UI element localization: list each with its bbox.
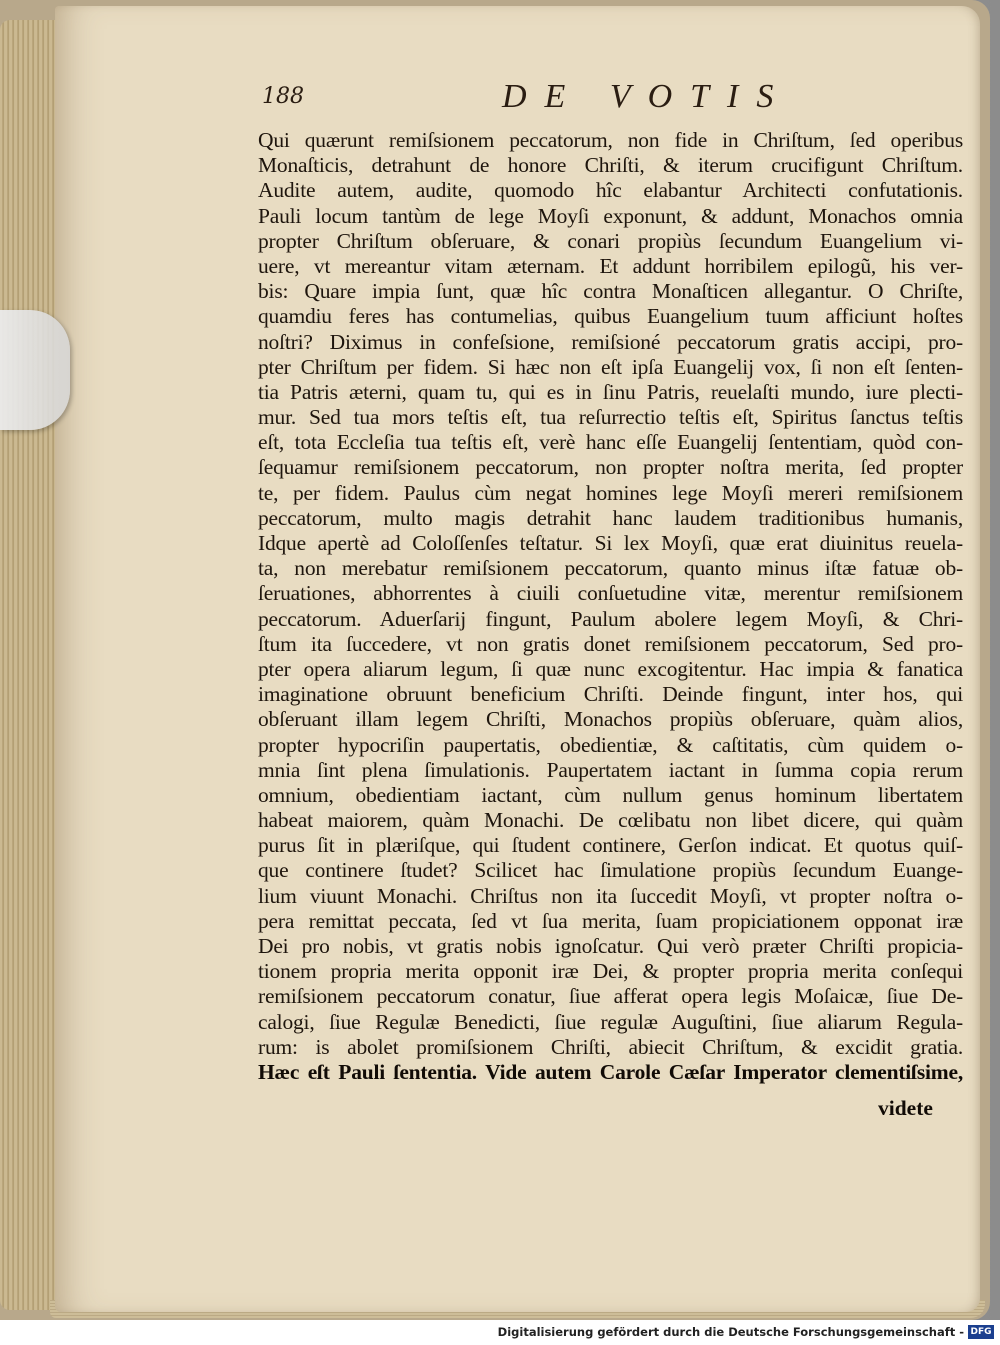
text-line: pera remittat peccata, ſed vt ſua merita, ſuam propiciationem opponat iræ <box>258 908 963 933</box>
text-line: ſeruationes, abhorrentes à ciuili conſuetudine vitæ, merentur remiſsionem <box>258 581 963 606</box>
text-line: noſtri? Diximus in confeſsione, remiſsioné peccatorum gratis accipi, pro- <box>258 329 963 354</box>
text-line: rum: is abolet promiſsionem Chriſti, abiecit Chriſtum, & excidit gratia. <box>258 1034 963 1059</box>
text-line: purus ſit in plæriſque, qui ſtudent continere, Gerſon indicat. Et quotus quiſ- <box>258 833 963 858</box>
text-line: Audite autem, audite, quomodo hîc elabantur Architecti confutationis. <box>258 178 963 203</box>
text-line: lium viuunt Monachi. Chriſtus non ita ſuccedit Moyſi, vt propter noſtra o- <box>258 883 963 908</box>
text-line: Hæc eſt Pauli ſententia. Vide autem Carole Cæſar Imperator clementiſsime, <box>258 1059 963 1084</box>
text-line: peccatorum, multo magis detrahit hanc laudem traditionibus humanis, <box>258 505 963 530</box>
body-text <box>258 128 963 1085</box>
text-line: calogi, ſiue Regulæ Benedicti, ſiue regulæ Auguſtini, ſiue aliarum Regula- <box>258 1009 963 1034</box>
text-line: habeat maiorem, quàm Monachi. De cœlibatu non libet dicere, qui quàm <box>258 808 963 833</box>
running-head: DE VOTIS <box>502 78 792 115</box>
text-line: Pauli locum tantùm de lege Moyſi exponunt, & addunt, Monachos omnia <box>258 203 963 228</box>
text-line: Qui quærunt remiſsionem peccatorum, non fide in Chriſtum, ſed operibus <box>258 128 963 152</box>
text-line: pter opera aliarum legum, ſi quæ nunc excogitentur. Hac impia & fanatica <box>258 656 963 681</box>
text-line: ſtum ita ſuccedere, vt non gratis donet remiſsionem peccatorum, Sed pro- <box>258 631 963 656</box>
page-edges <box>0 20 60 1310</box>
text-line: remiſsionem peccatorum conatur, ſiue afferat opera legis Moſaicæ, ſiue De- <box>258 984 963 1009</box>
funding-notice: Digitalisierung gefördert durch die Deutsche Forschungsgemeinschaft - <box>497 1325 964 1339</box>
dfg-logo: DFG <box>968 1325 994 1339</box>
text-line: Dei pro nobis, vt gratis nobis ignoſcatur. Qui verò præter Chriſti propicia- <box>258 934 963 958</box>
catchword: videte <box>878 1096 933 1120</box>
text-line: propter Chriſtum obſeruare, & conari propiùs ſecundum Euangelium vi- <box>258 228 963 253</box>
text-line: que continere ſtudet? Scilicet hac ſimulatione propiùs ſecundum Euange- <box>258 858 963 883</box>
text-line: tia Patris æterni, quam tu, qui es in ſinu Patris, reuelaſti mundo, iure plecti- <box>258 379 963 404</box>
text-line: eſt, tota Eccleſia tua teſtis eſt, verè hanc eſſe Euangelij ſententiam, quòd con- <box>258 430 963 455</box>
text-line: omnium, obedientiam iactant, cùm nullum genus hominum libertatem <box>258 782 963 807</box>
text-line: imaginatione obruunt beneficium Chriſti. Deinde fingunt, inter hos, qui <box>258 682 963 707</box>
text-line: quamdiu feres has contumelias, quibus Euangelium tuum afficiunt hoſtes <box>258 304 963 329</box>
text-line: Idque apertè ad Coloſſenſes teſtatur. Si lex Moyſi, quæ erat diuinitus reuela- <box>258 531 963 555</box>
text-line: ta, non merebatur remiſsionem peccatorum, quanto minus iſtæ fatuæ ob- <box>258 556 963 581</box>
text-line: uere, vt mereantur vitam æternam. Et addunt horribilem epilogũ, his ver- <box>258 253 963 278</box>
page-number: 188 <box>262 84 304 109</box>
text-line: tionem propria merita opponit iræ Dei, & propter propria merita conſequi <box>258 959 963 984</box>
text-line: peccatorum. Aduerſarij fingunt, Paulum abolere legem Moyſi, & Chri- <box>258 606 963 631</box>
page-clip <box>0 310 70 430</box>
text-line: mnia ſint plena ſimulationis. Paupertatem iactant in ſumma copia rerum <box>258 757 963 782</box>
text-line: ſequamur remiſsionem peccatorum, non propter noſtra merita, ſed propter <box>258 455 963 480</box>
text-line: mur. Sed tua mors teſtis eſt, tua reſurrectio teſtis eſt, Spiritus ſanctus teſtis <box>258 405 963 430</box>
text-line: bis: Quare impia ſunt, quæ hîc contra Monaſticen allegantur. O Chriſte, <box>258 279 963 304</box>
text-line: pter Chriſtum per fidem. Si hæc non eſt ipſa Euangelij vox, ſi non eſt ſenten- <box>258 354 963 379</box>
page-header <box>262 78 962 126</box>
text-line: te, per fidem. Paulus cùm negat homines lege Moyſi mereri remiſsionem <box>258 480 963 505</box>
text-line: Monaſticis, detrahunt de honore Chriſti, & iterum crucifigunt Chriſtum. <box>258 153 963 178</box>
text-line: propter hypocriſin paupertatis, obedientiæ, & caſtitatis, cùm quidem o- <box>258 732 963 757</box>
footer-bar <box>0 1320 1000 1345</box>
text-line: obſeruant illam legem Chriſti, Monachos propiùs obſeruare, quàm alios, <box>258 707 963 732</box>
